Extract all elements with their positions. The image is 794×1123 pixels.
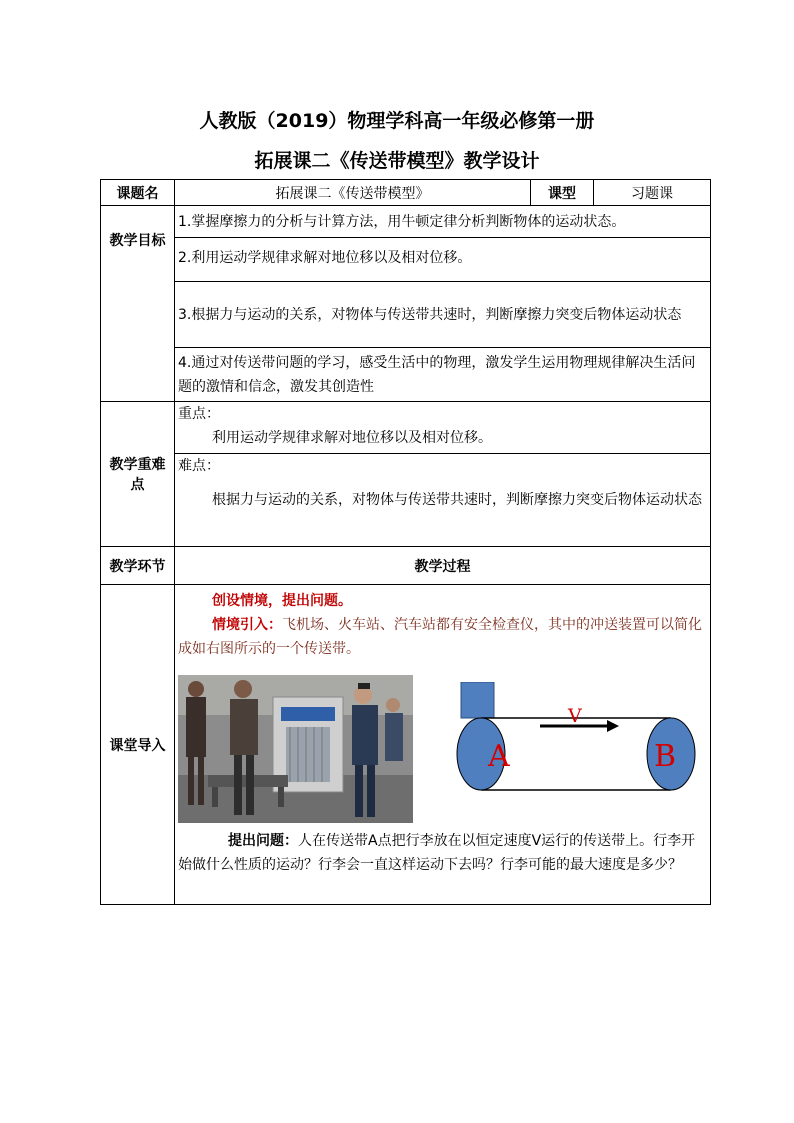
intro-row — [101, 585, 711, 905]
process-content-label: 教学过程 — [175, 547, 711, 585]
question-title: 提出问题： — [228, 833, 298, 849]
key-point-text: 利用运动学规律求解对地位移以及相对位移。 — [212, 430, 492, 446]
process-header-row — [101, 547, 711, 585]
security-checkpoint-photo — [178, 675, 413, 823]
lesson-type-value: 习题课 — [594, 180, 711, 206]
goal-row — [101, 206, 711, 238]
difficulty-row — [101, 454, 711, 547]
conveyor-belt-diagram — [435, 682, 705, 817]
intro-label: 课堂导入 — [101, 585, 175, 905]
difficulty-text: 根据力与运动的关系，对物体与传送带共速时，判断摩擦力突变后物体运动状态 — [212, 492, 702, 508]
goal-item-3: 3.根据力与运动的关系，对物体与传送带共速时，判断摩擦力突变后物体运动状态 — [175, 282, 711, 348]
goal-item-4: 4.通过对传送带问题的学习，感受生活中的物理，激发学生运用物理规律解决生活问题的激情和信念，激发其创造性 — [175, 348, 711, 402]
topic-label: 课题名 — [101, 180, 175, 206]
goals-label: 教学目标 — [101, 206, 175, 402]
label-b: B — [654, 738, 677, 774]
difficulty-title: 难点： — [178, 458, 220, 474]
label-a: A — [488, 738, 510, 774]
goal-row — [101, 348, 711, 402]
topic-value: 拓展课二《传送带模型》 — [175, 180, 531, 206]
lesson-plan-table — [100, 179, 711, 905]
goal-row — [101, 238, 711, 282]
goal-item-2: 2.利用运动学规律求解对地位移以及相对位移。 — [175, 238, 711, 282]
lesson-type-label: 课型 — [531, 180, 594, 206]
question-text: 人在传送带A点把行李放在以恒定速度V运行的传送带上。行李开始做什么性质的运动？行李会一直这样运动下去吗？行李可能的最大速度是多少？ — [178, 833, 696, 873]
key-points-label: 教学重难点 — [101, 402, 175, 547]
intro-heading: 创设情境，提出问题。 — [212, 593, 352, 609]
velocity-arrow-head — [607, 720, 619, 732]
label-v: V — [568, 704, 582, 727]
goal-item-1: 1.掌握摩擦力的分析与计算方法，用牛顿定律分析判断物体的运动状态。 — [175, 206, 711, 238]
scene-title: 情境引入： — [212, 617, 282, 633]
document-subtitle: 拓展课二《传送带模型》教学设计 — [254, 150, 540, 172]
topic-row — [101, 180, 711, 206]
key-point-title: 重点： — [178, 406, 220, 422]
luggage-block — [461, 682, 494, 718]
scene-text: 飞机场、火车站、汽车站都有安全检查仪，其中的冲送装置可以简化成如右图所示的一个传送带。 — [178, 617, 702, 657]
key-point-row — [101, 402, 711, 454]
document-title: 人教版（2019）物理学科高一年级必修第一册 — [199, 110, 595, 132]
goal-row — [101, 282, 711, 348]
process-stage-label: 教学环节 — [101, 547, 175, 585]
